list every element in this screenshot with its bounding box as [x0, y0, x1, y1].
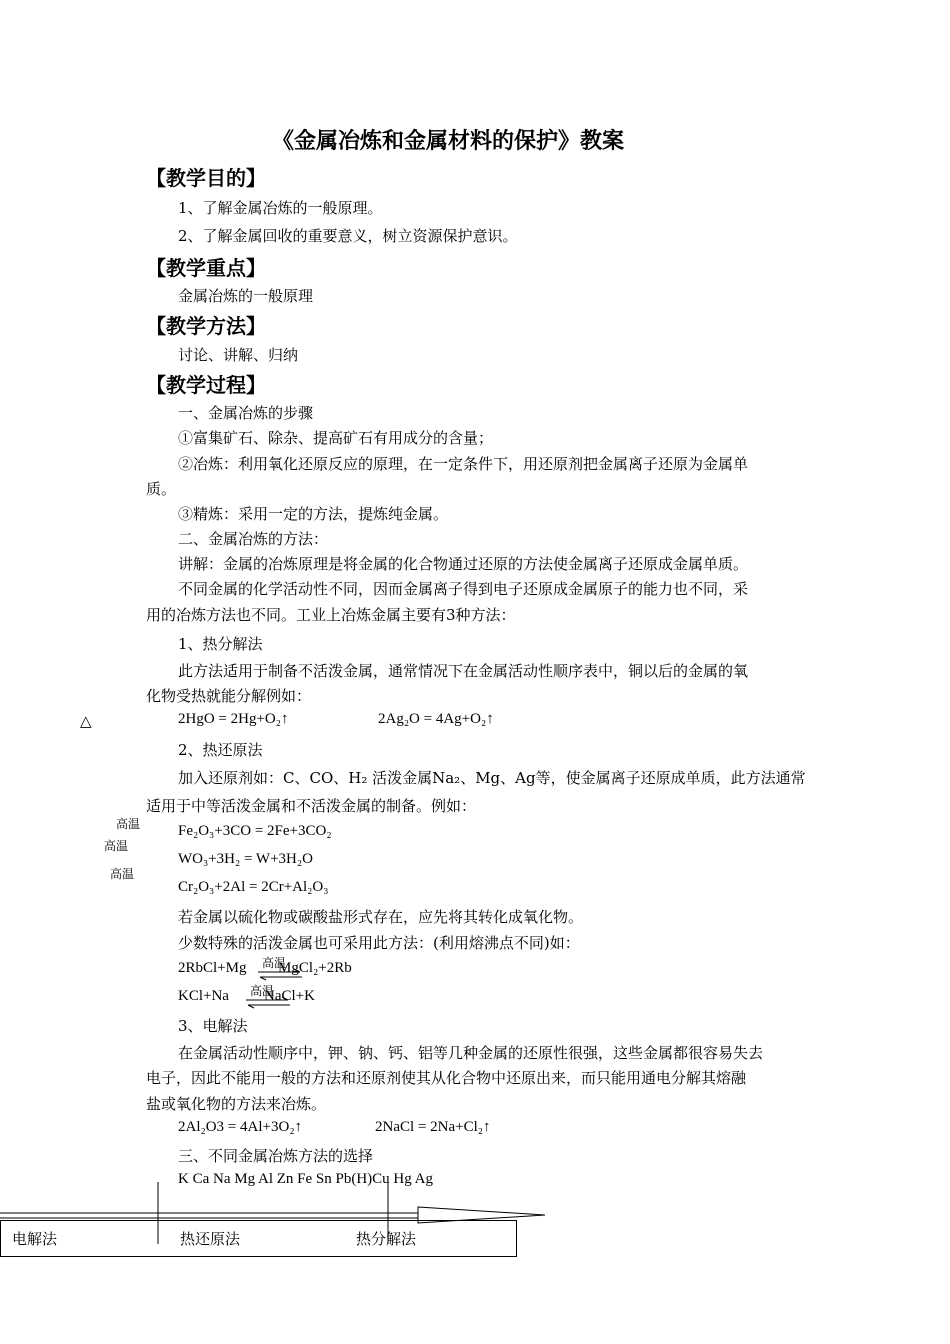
paragraph: 适用于中等活泼金属和不活泼金属的制备。例如： — [146, 797, 477, 815]
high-temp-label: 高温 — [262, 956, 287, 970]
method-text: 讨论、讲解、归纳 — [178, 346, 299, 364]
high-temp-label: 高温 — [116, 817, 141, 831]
paragraph: 用的冶炼方法也不同。工业上冶炼金属主要有3种方法： — [146, 606, 516, 624]
goal-item: 1、了解金属冶炼的一般原理。 — [178, 199, 383, 217]
activity-arrow-diagram — [0, 1180, 560, 1260]
method-title: 3、电解法 — [178, 1017, 248, 1035]
paragraph: 加入还原剂如：C、CO、H₂ 活泼金属Na₂、Mg、Ag等，使金属离子还原成单质，此方法通常 — [178, 769, 806, 787]
paragraph: 二、金属冶炼的方法： — [178, 530, 329, 548]
goal-heading: 【教学目的】 — [146, 166, 266, 190]
paragraph: ②冶炼：利用氧化还原反应的原理，在一定条件下，用还原剂把金属离子还原为金属单 — [178, 455, 749, 473]
paragraph: ①富集矿石、除杂、提高矿石有用成分的含量； — [178, 429, 494, 447]
formula: WO₃+3H₂ = W+3H₂O — [178, 851, 313, 867]
reversible-arrow-icon — [244, 996, 292, 1010]
formula: NaCl+K — [264, 988, 315, 1004]
paragraph: 盐或氧化物的方法来冶炼。 — [146, 1095, 327, 1113]
formula: Fe₂O₃+3CO = 2Fe+3CO₂ — [178, 823, 332, 839]
paragraph: 此方法适用于制备不活泼金属，通常情况下在金属活动性顺序表中，铜以后的金属的氧 — [178, 662, 749, 680]
formula: KCl+Na — [178, 988, 229, 1004]
key-text: 金属冶炼的一般原理 — [178, 287, 314, 305]
page-title: 《金属冶炼和金属材料的保护》教案 — [272, 129, 625, 154]
formula: 2Ag₂O = 4Ag+O₂↑ — [378, 711, 494, 727]
paragraph: 一、金属冶炼的步骤 — [178, 404, 314, 422]
paragraph: 质。 — [146, 480, 177, 498]
formula: 2HgO = 2Hg+O₂↑ — [178, 711, 289, 727]
process-heading: 【教学过程】 — [146, 373, 266, 397]
formula: 2Al₂O3 = 4Al+3O₂↑ — [178, 1119, 303, 1135]
reversible-arrow-icon — [256, 968, 304, 982]
formula: Cr₂O₃+2Al = 2Cr+Al₂O₃ — [178, 879, 329, 895]
method-title: 2、热还原法 — [178, 741, 263, 759]
paragraph: 化物受热就能分解例如： — [146, 687, 312, 705]
triangle-symbol: △ — [80, 712, 92, 730]
method-heading: 【教学方法】 — [146, 314, 266, 338]
table-cell-thermal-reduction: 热还原法 — [180, 1230, 241, 1248]
paragraph: 三、不同金属冶炼方法的选择 — [178, 1147, 374, 1165]
paragraph: 少数特殊的活泼金属也可采用此方法：(利用熔沸点不同)如： — [178, 934, 580, 952]
paragraph: 讲解：金属的冶炼原理是将金属的化合物通过还原的方法使金属离子还原成金属单质。 — [178, 555, 749, 573]
high-temp-label: 高温 — [104, 839, 129, 853]
paragraph: 电子，因此不能用一般的方法和还原剂使其从化合物中还原出来，而只能用通电分解其熔融 — [146, 1069, 747, 1087]
formula: 2RbCl+Mg — [178, 960, 247, 976]
paragraph: 不同金属的化学活动性不同，因而金属离子得到电子还原成金属原子的能力也不同，采 — [178, 580, 749, 598]
formula: MgCl₂+2Rb — [278, 960, 352, 976]
goal-item: 2、了解金属回收的重要意义，树立资源保护意识。 — [178, 227, 518, 245]
paragraph: 在金属活动性顺序中，钾、钠、钙、铝等几种金属的还原性很强，这些金属都很容易失去 — [178, 1044, 764, 1062]
key-heading: 【教学重点】 — [146, 256, 266, 280]
high-temp-label: 高温 — [250, 984, 275, 998]
formula: 2NaCl = 2Na+Cl₂↑ — [375, 1119, 491, 1135]
paragraph: ③精炼：采用一定的方法，提炼纯金属。 — [178, 505, 449, 523]
metal-activity-series: K Ca Na Mg Al Zn Fe Sn Pb(H)Cu Hg Ag — [178, 1171, 434, 1187]
table-cell-thermal-decomposition: 热分解法 — [356, 1230, 417, 1248]
paragraph: 若金属以硫化物或碳酸盐形式存在，应先将其转化成氧化物。 — [178, 908, 584, 926]
table-cell-electrolysis: 电解法 — [12, 1230, 58, 1248]
method-title: 1、热分解法 — [178, 635, 263, 653]
high-temp-label: 高温 — [110, 867, 135, 881]
